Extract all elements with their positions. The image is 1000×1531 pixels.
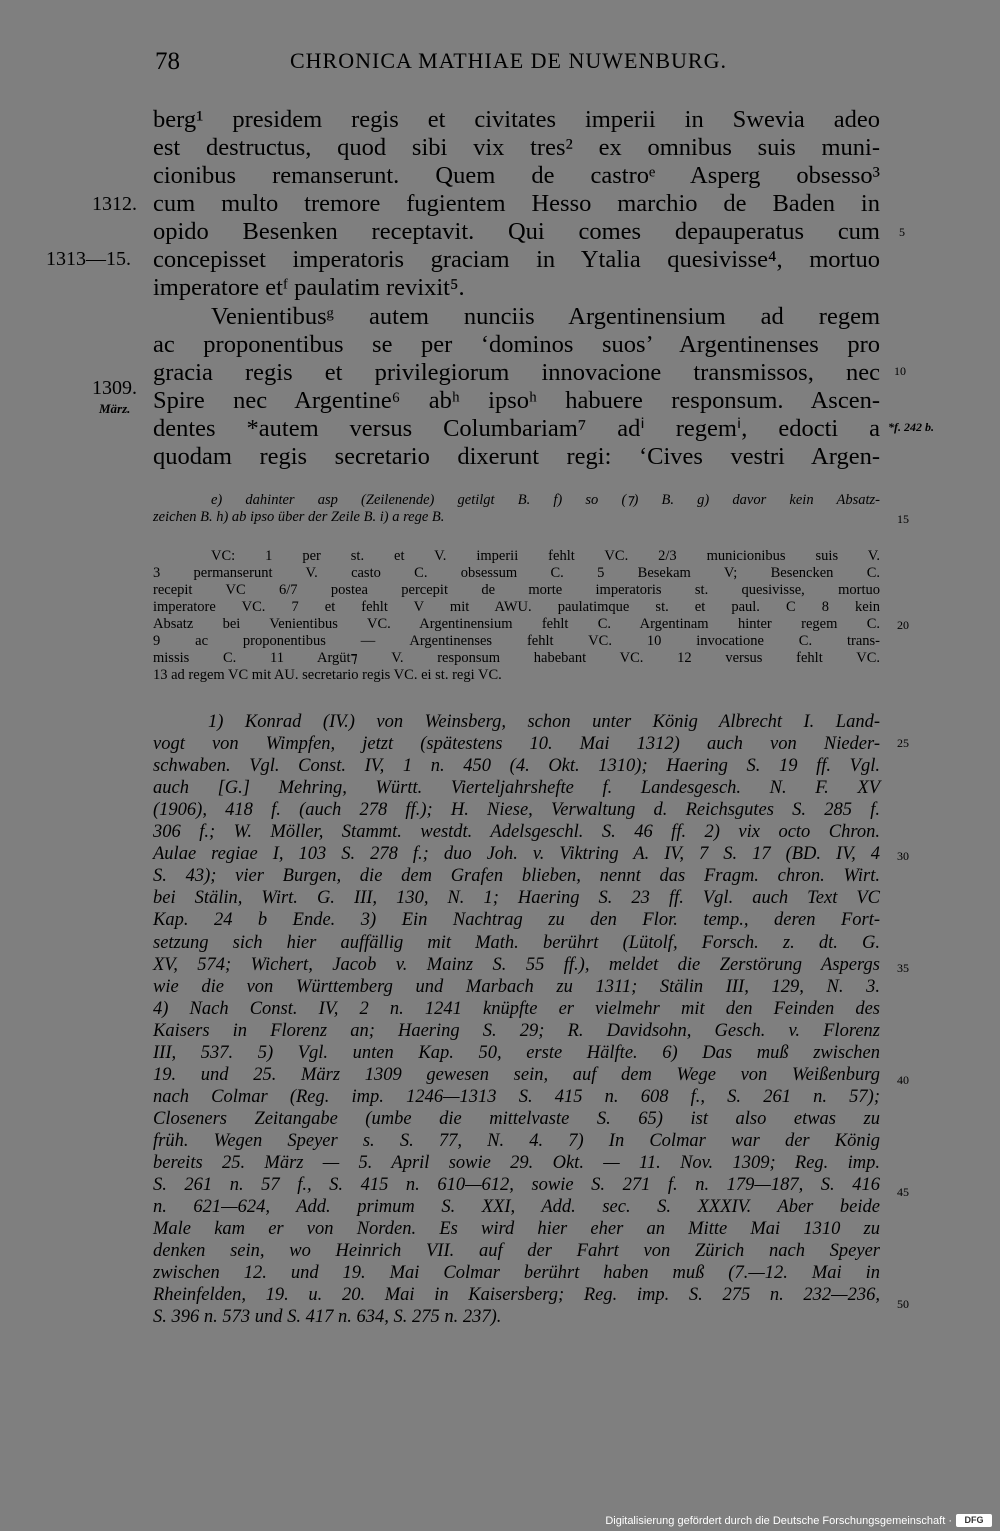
line-number: 10 — [894, 364, 906, 378]
line-number: 35 — [897, 961, 909, 975]
footnote-line: III, 537. 5) Vgl. unten Kap. 50, erste Hälfte. 6) Das muß zwischen — [153, 1043, 880, 1063]
footnote-line: zwischen 12. und 19. Mai Colmar berührt haben muß (7.—12. Mai in — [153, 1263, 880, 1283]
running-title: CHRONICA MATHIAE DE NUWENBURG. — [290, 48, 727, 73]
line-number: 50 — [897, 1297, 909, 1311]
footnote-line: früh. Wegen Speyer s. S. 77, N. 4. 7) In Colmar war der König — [153, 1131, 880, 1151]
footnote-line: nach Colmar (Reg. imp. 1246—1313 S. 415 n. 608 f., S. 261 n. 57); — [153, 1087, 880, 1107]
main-line: cum multo tremore fugientem Hesso marchio de Baden in — [153, 190, 880, 217]
page-number: 78 — [155, 48, 180, 75]
variant-line: VC: 1 per st. et V. imperii fehlt VC. 2/3 municionibus suis V. — [211, 548, 880, 564]
margin-year: 1313—15. — [46, 248, 131, 270]
main-line: concepisset imperatoris graciam in Ytalia quesivisse⁴, mortuo — [153, 246, 880, 273]
footnote-line: schwaben. Vgl. Const. IV, 1 n. 450 (4. Okt. 1310); Haering S. 19 ff. Vgl. — [153, 756, 880, 776]
footnote-line: auch [G.] Mehring, Württ. Vierteljahrshefte f. Landesgesch. N. F. XV — [153, 778, 880, 798]
funding-notice: Digitalisierung gefördert durch die Deutsche Forschungsgemeinschaft · — [605, 1515, 952, 1527]
footnote-line: S. 43); vier Burgen, die dem Grafen blieben, nennt das Fragm. chron. Wirt. — [153, 866, 880, 886]
footnote-line: 4) Nach Const. IV, 2 n. 1241 knüpfte er vielmehr mit den Feinden des — [153, 999, 880, 1019]
main-line: gracia regis et privilegiorum innovacione transmissos, nec — [153, 359, 880, 386]
folio-reference: *f. 242 b. — [888, 420, 934, 434]
line-number: 25 — [897, 736, 909, 750]
margin-year: 1309. — [92, 377, 137, 399]
footnote-line: bei Stälin, Wirt. G. III, 130, N. 1; Haering S. 23 ff. Vgl. auch Text VC — [153, 888, 880, 908]
footnote-line: Kap. 24 b Ende. 3) Ein Nachtrag zu den Flor. temp., deren Fort- — [153, 910, 880, 930]
variant-line: 3 permanserunt V. casto C. obsessum C. 5 Besekam V; Besencken C. — [153, 565, 880, 581]
apparatus-line: zeichen B. h) ab ipso über der Zeile B. i) a rege B. — [153, 509, 445, 525]
footnote-line: Rheinfelden, 19. u. 20. Mai in Kaisersberg; Reg. imp. S. 275 n. 232—236, — [153, 1285, 880, 1305]
main-line: imperatore etᶠ paulatim revixit⁵. — [153, 274, 465, 301]
footnote-line: Closeners Zeitangabe (umbe die mittelvaste S. 65) ist also etwas zu — [153, 1109, 880, 1129]
line-number: 30 — [897, 849, 909, 863]
footnote-line: XV, 574; Wichert, Jacob v. Mainz S. 55 ff.), meldet die Zerstörung Aspergs — [153, 955, 880, 975]
main-line: est destructus, quod sibi vix tres² ex omnibus suis muni- — [153, 134, 880, 161]
footnote-line: S. 261 n. 57 f., S. 415 n. 610—612, sowie S. 271 f. n. 179—187, S. 416 — [153, 1175, 880, 1195]
footnote-line: Aulae regiae I, 103 S. 278 f.; duo Joh. v. Viktring A. IV, 7 S. 17 (BD. IV, 4 — [153, 844, 880, 864]
line-number: 5 — [899, 225, 905, 239]
margin-year: 1312. — [92, 193, 137, 215]
footnote-line: (1906), 418 f. (auch 278 ff.); H. Niese, Verwaltung d. Reichsgutes S. 285 f. — [153, 800, 880, 820]
dfg-logo: DFG — [956, 1514, 992, 1527]
main-line: Venientibusᵍ autem nunciis Argentinensium ad regem — [211, 303, 880, 330]
variant-line: Absatz bei Venientibus VC. Argentinensium fehlt C. Argentinam hinter regem C. — [153, 616, 880, 632]
main-line: ac proponentibus se per ‘dominos suos’ Argentinenses pro — [153, 331, 880, 358]
footnote-line: setzung sich hier auffällig mit Math. berührt (Lütolf, Forsch. z. dt. G. — [153, 933, 880, 953]
running-header — [0, 44, 1000, 84]
variant-line: recepit VC 6/7 postea percepit de morte imperatoris st. quesivisse, mortuo — [153, 582, 880, 598]
footnote-line: 1) Konrad (IV.) von Weinsberg, schon unter König Albrecht I. Land- — [208, 712, 880, 732]
main-line: cionibus remanserunt. Quem de castroᵉ Asperg obsesso³ — [153, 162, 880, 189]
digitization-footer — [0, 1512, 1000, 1531]
footnote-line: Kaisers in Florenz an; Haering S. 29; R. Davidsohn, Gesch. v. Florenz — [153, 1021, 880, 1041]
line-number: 15 — [897, 512, 909, 526]
footnote-line: vogt von Wimpfen, jetzt (spätestens 10. Mai 1312) auch von Nieder- — [153, 734, 880, 754]
variant-line: imperatore VC. 7 et fehlt V mit AWU. paulatimque st. et paul. C 8 kein — [153, 599, 880, 615]
variant-line: 13 ad regem VC mit AU. secretario regis VC. ei st. regi VC. — [153, 667, 502, 683]
line-number: 20 — [897, 618, 909, 632]
main-line: quodam regis secretario dixerunt regi: ‘Cives vestri Argen- — [153, 443, 880, 470]
footnote-line: n. 621—624, Add. primum S. XXI, Add. sec. S. XXXIV. Aber beide — [153, 1197, 880, 1217]
main-line: opido Besenken receptavit. Qui comes depauperatus cum — [153, 218, 880, 245]
footnote-line: 306 f.; W. Möller, Stammt. westdt. Adelsgeschl. S. 46 ff. 2) vix octo Chron. — [153, 822, 880, 842]
variant-line: 9 ac proponentibus — Argentinenses fehlt VC. 10 invocatione C. trans- — [153, 633, 880, 649]
main-line: dentes *autem versus Columbariam⁷ adⁱ regemⁱ, edocti a — [153, 415, 880, 442]
variant-line: missis C. 11 Argüt⁊ V. responsum habebant VC. 12 versus fehlt VC. — [153, 650, 880, 666]
line-number: 45 — [897, 1185, 909, 1199]
apparatus-line: e) dahinter asp (Zeilenende) getilgt B. f) so (⁊) B. g) davor kein Absatz- — [211, 492, 880, 508]
margin-month: März. — [99, 401, 131, 416]
main-line: Spire nec Argentine⁶ abʰ ipsoʰ habuere responsum. Ascen- — [153, 387, 880, 414]
footnote-line: 19. und 25. März 1309 gewesen sein, auf dem Wege von Weißenburg — [153, 1065, 880, 1085]
main-line: berg¹ presidem regis et civitates imperii in Swevia adeo — [153, 106, 880, 133]
footnote-line: Male kam er von Norden. Es wird hier eher an Mitte Mai 1310 zu — [153, 1219, 880, 1239]
footnote-line: S. 396 n. 573 und S. 417 n. 634, S. 275 n. 237). — [153, 1307, 502, 1327]
footnote-line: wie die von Württemberg und Marbach zu 1311; Stälin III, 129, N. 3. — [153, 977, 880, 997]
footnote-line: denken sein, wo Heinrich VII. auf der Fahrt von Zürich nach Speyer — [153, 1241, 880, 1261]
line-number: 40 — [897, 1073, 909, 1087]
footnote-line: bereits 25. März — 5. April sowie 29. Okt. — 11. Nov. 1309; Reg. imp. — [153, 1153, 880, 1173]
